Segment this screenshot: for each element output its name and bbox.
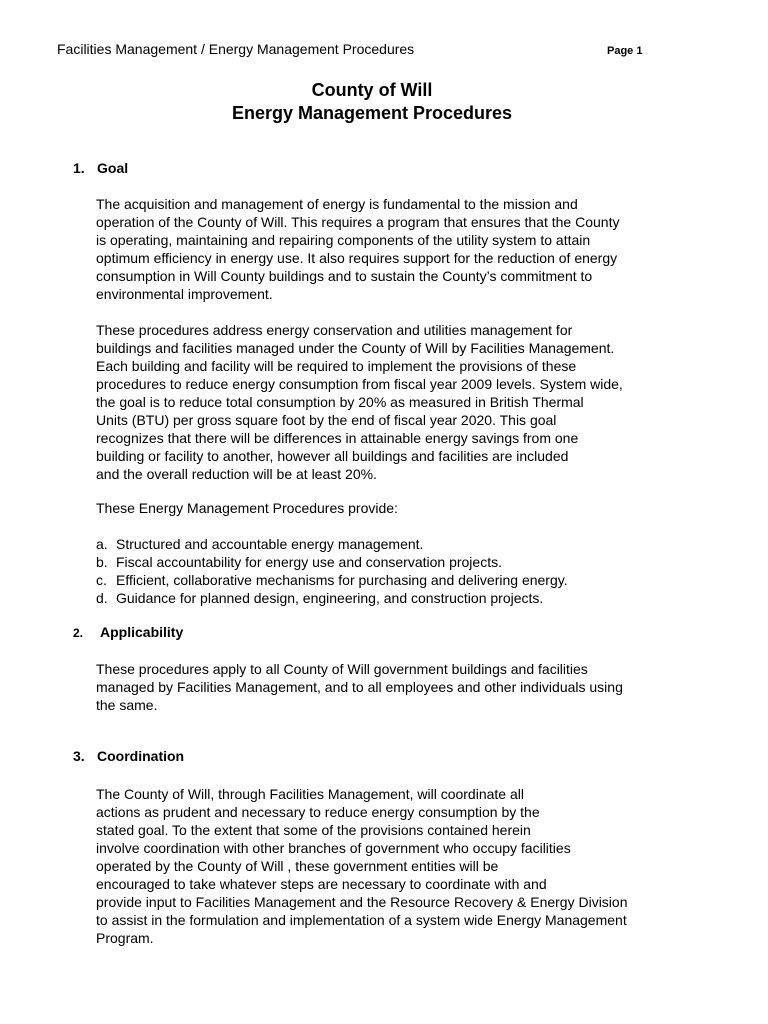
list-item xyxy=(96,589,568,607)
section-3-title: Coordination xyxy=(97,748,185,764)
section-3-heading xyxy=(73,748,184,765)
paragraph-line: actions as prudent and necessary to reduce energy consumption by the xyxy=(96,804,540,820)
section-2-heading xyxy=(73,624,183,642)
section-1-heading xyxy=(73,160,128,177)
paragraph-line: consumption in Will County buildings and to sustain the County’s commitment to xyxy=(96,268,593,284)
paragraph-line: procedures to reduce energy consumption from fiscal year 2009 levels. System wide, xyxy=(96,376,623,392)
section-2-title: Applicability xyxy=(100,624,184,640)
paragraph-line: These procedures apply to all County of Will government buildings and facilities xyxy=(96,661,588,677)
section-3-number: 3. xyxy=(73,748,85,764)
section-1-title: Goal xyxy=(97,160,129,176)
paragraph-line: the goal is to reduce total consumption by 20% as measured in British Thermal xyxy=(96,394,584,410)
running-header: Facilities Management / Energy Management Procedures xyxy=(57,41,415,57)
section-3-paragraph-1 xyxy=(96,785,676,947)
paragraph-line: The County of Will, through Facilities Management, will coordinate all xyxy=(96,786,524,802)
list-item xyxy=(96,535,568,553)
paragraph-line: to assist in the formulation and implementation of a system wide Energy Management xyxy=(96,912,627,928)
paragraph-line: provide input to Facilities Management and the Resource Recovery & Energy Division xyxy=(96,894,628,910)
paragraph-line: Program. xyxy=(96,930,154,946)
paragraph-line: the same. xyxy=(96,697,158,713)
paragraph-line: Units (BTU) per gross square foot by the end of fiscal year 2020. This goal xyxy=(96,412,557,428)
section-1-paragraph-3 xyxy=(96,499,676,517)
page-number: Page 1 xyxy=(607,45,643,57)
section-1-number: 1. xyxy=(73,160,85,176)
paragraph-line: environmental improvement. xyxy=(96,286,273,302)
paragraph-line: and the overall reduction will be at least 20%. xyxy=(96,466,377,482)
paragraph-line: building or facility to another, however all buildings and facilities are included xyxy=(96,448,569,464)
list-item-text: Fiscal accountability for energy use and conservation projects. xyxy=(116,554,502,570)
list-item-text: Efficient, collaborative mechanisms for purchasing and delivering energy. xyxy=(116,572,568,588)
section-2-paragraph-1 xyxy=(96,660,676,714)
paragraph-line: buildings and facilities managed under the County of Will by Facilities Management. xyxy=(96,340,615,356)
paragraph-line: The acquisition and management of energy is fundamental to the mission and xyxy=(96,196,578,212)
list-item xyxy=(96,571,568,589)
paragraph-line: involve coordination with other branches of government who occupy facilities xyxy=(96,840,571,856)
list-item-text: Structured and accountable energy management. xyxy=(116,536,424,552)
section-2-number: 2. xyxy=(73,626,84,640)
paragraph-line: encouraged to take whatever steps are necessary to coordinate with and xyxy=(96,876,547,892)
list-item-label: a. xyxy=(96,536,108,552)
document-subtitle: Energy Management Procedures xyxy=(231,103,513,123)
paragraph-line: Each building and facility will be required to implement the provisions of these xyxy=(96,358,577,374)
document-title: County of Will xyxy=(311,80,433,100)
paragraph-line: These Energy Management Procedures provide: xyxy=(96,500,398,516)
list-item xyxy=(96,553,568,571)
paragraph-line: recognizes that there will be differences in attainable energy savings from one xyxy=(96,430,579,446)
paragraph-line: is operating, maintaining and repairing components of the utility system to attain xyxy=(96,232,591,248)
paragraph-line: operated by the County of Will , these government entities will be xyxy=(96,858,499,874)
paragraph-line: optimum efficiency in energy use. It also requires support for the reduction of energy xyxy=(96,250,618,266)
paragraph-line: managed by Facilities Management, and to all employees and other individuals using xyxy=(96,679,623,695)
list-item-label: d. xyxy=(96,590,108,606)
provisions-list xyxy=(96,535,568,607)
list-item-label: c. xyxy=(96,572,107,588)
section-1-paragraph-1 xyxy=(96,195,676,303)
paragraph-line: stated goal. To the extent that some of the provisions contained herein xyxy=(96,822,531,838)
paragraph-line: operation of the County of Will. This requires a program that ensures that the County xyxy=(96,214,620,230)
section-1-paragraph-2 xyxy=(96,321,676,483)
paragraph-line: These procedures address energy conservation and utilities management for xyxy=(96,322,573,338)
list-item-label: b. xyxy=(96,554,108,570)
list-item-text: Guidance for planned design, engineering, and construction projects. xyxy=(116,590,544,606)
